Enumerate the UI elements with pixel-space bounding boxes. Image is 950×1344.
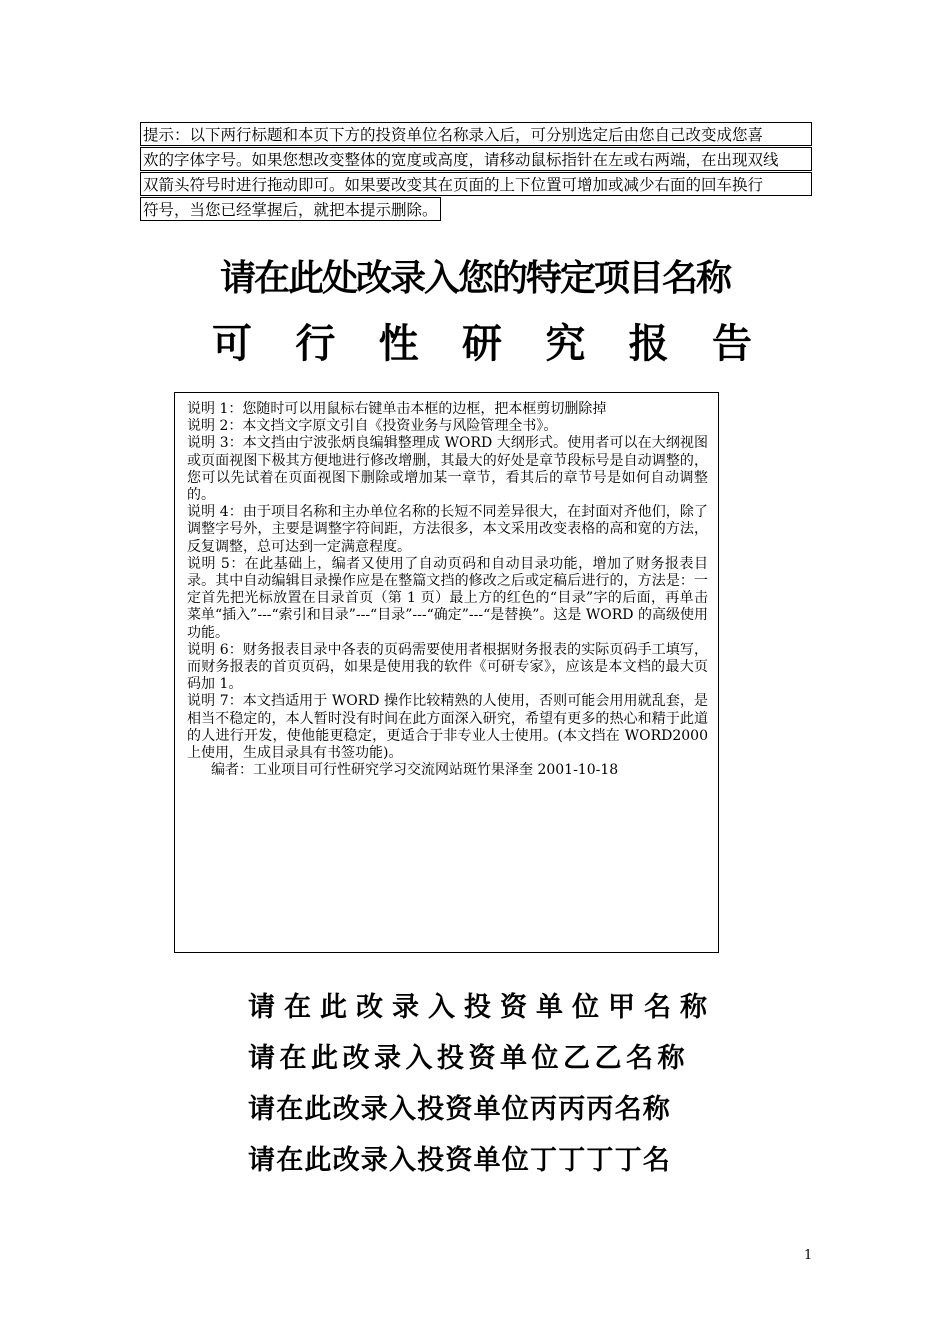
report-title <box>212 312 752 369</box>
report-title-char: 行 <box>295 321 336 367</box>
editor-credit: 编者：工业项目可行性研究学习交流网站斑竹果泽奎 2001-10-18 <box>211 762 619 779</box>
investor-name-2: 请在此改录入投资单位乙乙名称 <box>248 1043 689 1074</box>
note-1: 说明 1：您随时可以用鼠标右键单击本框的边框，把本框剪切删除掉 <box>187 401 607 417</box>
page-number: 1 <box>804 1248 813 1263</box>
notes-text-box[interactable] <box>174 392 719 953</box>
report-title-char: 究 <box>545 321 586 367</box>
report-title-char: 研 <box>461 321 502 367</box>
investor-name-3: 请在此改录入投资单位丙丙丙名称 <box>248 1094 671 1125</box>
hint-line-3: 双箭头符号时进行拖动即可。如果要改变其在页面的上下位置可增加或减少右面的回车换行 <box>140 172 812 196</box>
note-2: 说明 2：本文挡文字原文引自《投资业务与风险管理全书》。 <box>187 418 558 435</box>
note-6: 说明 6：财务报表目录中各表的页码需要使用者根据财务报表的实际页码手工填写，而财务报表的首页页码，如果是使用我的软件《可研专家》，应该是本文档的最大页码加 1。 <box>187 641 708 693</box>
note-5: 说明 5：在此基础上，编者又使用了自动页码和自动目录功能，增加了财务报表目录。其中自动编辑目录操作应是在整篇文挡的修改之后或定稿后进行的，方法是：一定首先把光标放置在目录首页（第 1 页）最上方的红色的“目录”字的后面，再单击菜单“插入”---“索引和目录”---“目录”---“确定”---“是替换”。这是 WORD 的高级使用功能。 <box>187 555 708 641</box>
report-title-char: 性 <box>378 321 419 367</box>
note-3: 说明 3：本文挡由宁波张炳良编辑整理成 WORD 大纲形式。使用者可以在大纲视图或页面视图下极其方便地进行修改增删，其最大的好处是章节段标号是自动调整的，您可以先试着在页面视图下删除或增加某一章节，看其后的章节号是如何自动调整的。 <box>187 435 708 504</box>
hint-line-4: 符号，当您已经掌握后，就把本提示删除。 <box>140 197 441 221</box>
project-title: 请在此处改录入您的特定项目名称 <box>219 258 730 299</box>
report-title-char: 可 <box>212 321 252 367</box>
investor-name-4: 请在此改录入投资单位丁丁丁丁名 <box>248 1145 671 1176</box>
investor-name-1: 请在此改录入投资单位甲名称 <box>248 992 716 1023</box>
hint-box <box>140 122 812 226</box>
hint-line-1: 提示：以下两行标题和本页下方的投资单位名称录入后，可分别选定后由您自己改变成您喜 <box>140 122 812 146</box>
report-title-char: 告 <box>711 321 752 367</box>
investor-list <box>248 985 716 1189</box>
hint-line-2: 欢的字体字号。如果您想改变整体的宽度或高度，请移动鼠标指针在左或右两端，在出现双线 <box>140 147 812 171</box>
note-4: 说明 4：由于项目名称和主办单位名称的长短不同差异很大，在封面对齐他们，除了调整字号外，主要是调整字符间距，方法很多，本文采用改变表格的高和宽的方法，反复调整，总可达到一定满意程度。 <box>187 504 708 555</box>
report-title-char: 报 <box>628 321 669 367</box>
note-7: 说明 7：本文挡适用于 WORD 操作比较精熟的人使用，否则可能会用用就乱套，是相当不稳定的，本人暂时没有时间在此方面深入研究，希望有更多的热心和精于此道的人进行开发，使他能更稳定，更适合于非专业人士使用。(本文挡在 WORD2000 上使用，生成目录具有书签功能)。 <box>187 693 708 762</box>
